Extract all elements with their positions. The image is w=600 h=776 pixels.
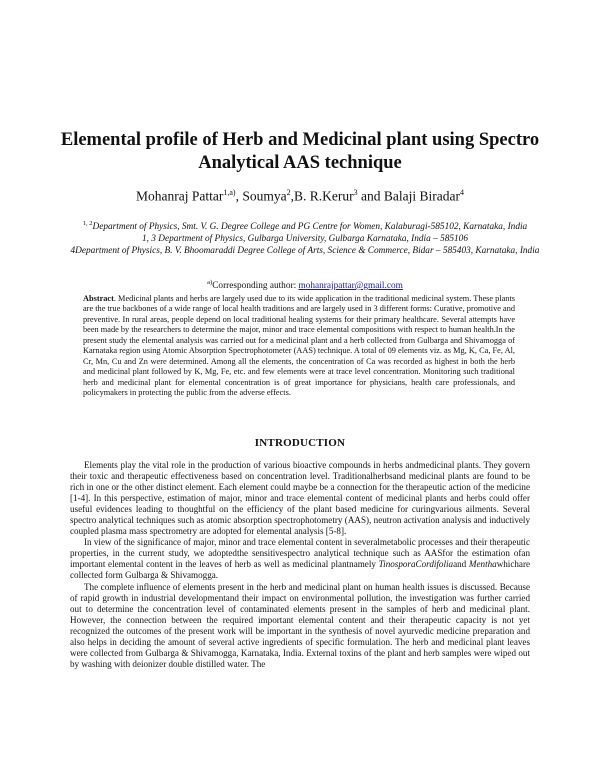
affiliation-line: $^{1, 2}$Department of Physics, Smt. V. G. Degree College and PG Centre for Women, Kalaburagi-585102, Karnataka, India xyxy=(82,220,528,233)
abstract-label: Abstract xyxy=(83,294,114,303)
paragraph: In view of the significance of major, minor and trace elemental content in severalmetabolic processes and their therapeutic properties, in the current study, we adoptedthe sensitivespectro analytical technique such as AASfor the estimation ofan important elemental content in the leaves of herb as well as medicinal plantnamely TinosporaCordifoliaand Menthawhichare collected form Gulbarga & Shivamogga. xyxy=(70,537,531,581)
paragraph: Elements play the vital role in the production of various bioactive compounds in herbs andmedicinal plants. They govern their toxic and therapeutic effectiveness based on concentration level. Traditionalherbsand medicinal plants are found to be rich in one or the other distinct element. Each element could maybe be a connection for the therapeutic action of the medicine [1-4]. In this perspective, estimation of major, minor and trace elemental content of medicinal plants and herbs could offer useful evidences leading to thoughtful on the efficiency of the plant based medicine for curingvarious ailments. Several spectro analytical techniques such as atomic absorption spectrophotometry (AAS), neutron activation analysis and inductively coupled plasma mass spectrometry are adopted for elemental analysis [5-8]. xyxy=(70,460,530,537)
author-list: Mohanraj Pattar$^{1,a)}$, Soumya$^2$,B. R.Kerur$^3$ and Balaji Biradar$^4$ xyxy=(136,188,464,204)
paper-title: Elemental profile of Herb and Medicinal plant using Spectro Analytical AAS technique xyxy=(60,130,540,173)
abstract xyxy=(83,294,515,399)
author-name: Balaji Biradar xyxy=(383,188,460,204)
abstract-text: . Medicinal plants and herbs are largely used due to its wide application in the traditional medicinal system. These plants are the true backbones of a wide range of local health traditions and are largely used in 3 different forms: Curative, promotive and preventive. In rural areas, people depend on local traditional healing systems for their primary healthcare. Several attempts have been made by the researchers to determine the major, minor and trace elemental compositions with respect to human health.In the present study the elemental analysis was carried out for a medicinal plant and a herb collected from Gulbarga and Shivamogga of Karnataka region using Atomic Absorption Spectrophotometer (AAS) technique. A total of 09 elements viz. as Mg, K, Ca, Fe, Al, Cr, Mn, Cu and Zn were determined. Among all the elements, the concentration of Ca was recorded as highest in both the herb and medicinal plant followed by K, Mg, Fe, etc. and few elements were at trace level concentration. Monitoring such traditional herb and medicinal plant for elemental concentration is of great importance for physicians, health care professionals, and policymakers in protecting the public from the adverse effects. xyxy=(83,294,515,398)
author-name: Mohanraj Pattar xyxy=(136,188,224,204)
author-affil-mark: 1,a) xyxy=(223,188,236,197)
author-affil-mark: 3 xyxy=(353,188,358,197)
paragraph: The complete influence of elements present in the herb and medicinal plant on human health issues is discussed. Because of rapid growth in industrial developmentand their impact on environmental pollution, the investigation was further carried out to determine the concentration level of contaminated elements present in the samples of herb and medicinal plant. However, the connection between the required important elemental content and their therapeutic capacity is not yet recognized the outcomes of the present work will be important in the synthesis of novel ayurvedic medicine preparation and also helps in deciding the amount of several active ingredients of specific formulation. The herb and medicinal plant leaves were collected from Gulbarga & Shivamogga, Karnataka, India. External toxins of the plant and herb samples were wiped out by washing with deionizer double distilled water. The xyxy=(70,581,530,669)
author-affil-mark: 4 xyxy=(459,188,464,197)
corresponding-author: $^{a)}$Corresponding author: mohanrajpattar@gmail.com xyxy=(207,279,403,292)
author-name: Soumya xyxy=(242,188,287,204)
affiliation-line: 4Department of Physics, B. V. Bhoomaraddi Degree College of Arts, Science & Commerce, Bidar – 585403, Karnataka, India xyxy=(70,245,540,256)
introduction-body xyxy=(70,460,530,670)
author-affil-mark: 2 xyxy=(286,188,291,197)
author-name: B. R.Kerur xyxy=(293,188,354,204)
author-email-link[interactable]: mohanrajpattar@gmail.com xyxy=(298,281,403,292)
affiliations xyxy=(70,218,540,258)
affiliation-line: 1, 3 Department of Physics, Gulbarga University, Gulbarga Karnataka, India – 585106 xyxy=(142,234,468,244)
species-name: Mentha xyxy=(468,559,497,570)
section-heading: INTRODUCTION xyxy=(254,437,346,449)
species-name: TinosporaCordifolia xyxy=(378,559,454,570)
corresponding-label: Corresponding author: xyxy=(212,281,299,292)
